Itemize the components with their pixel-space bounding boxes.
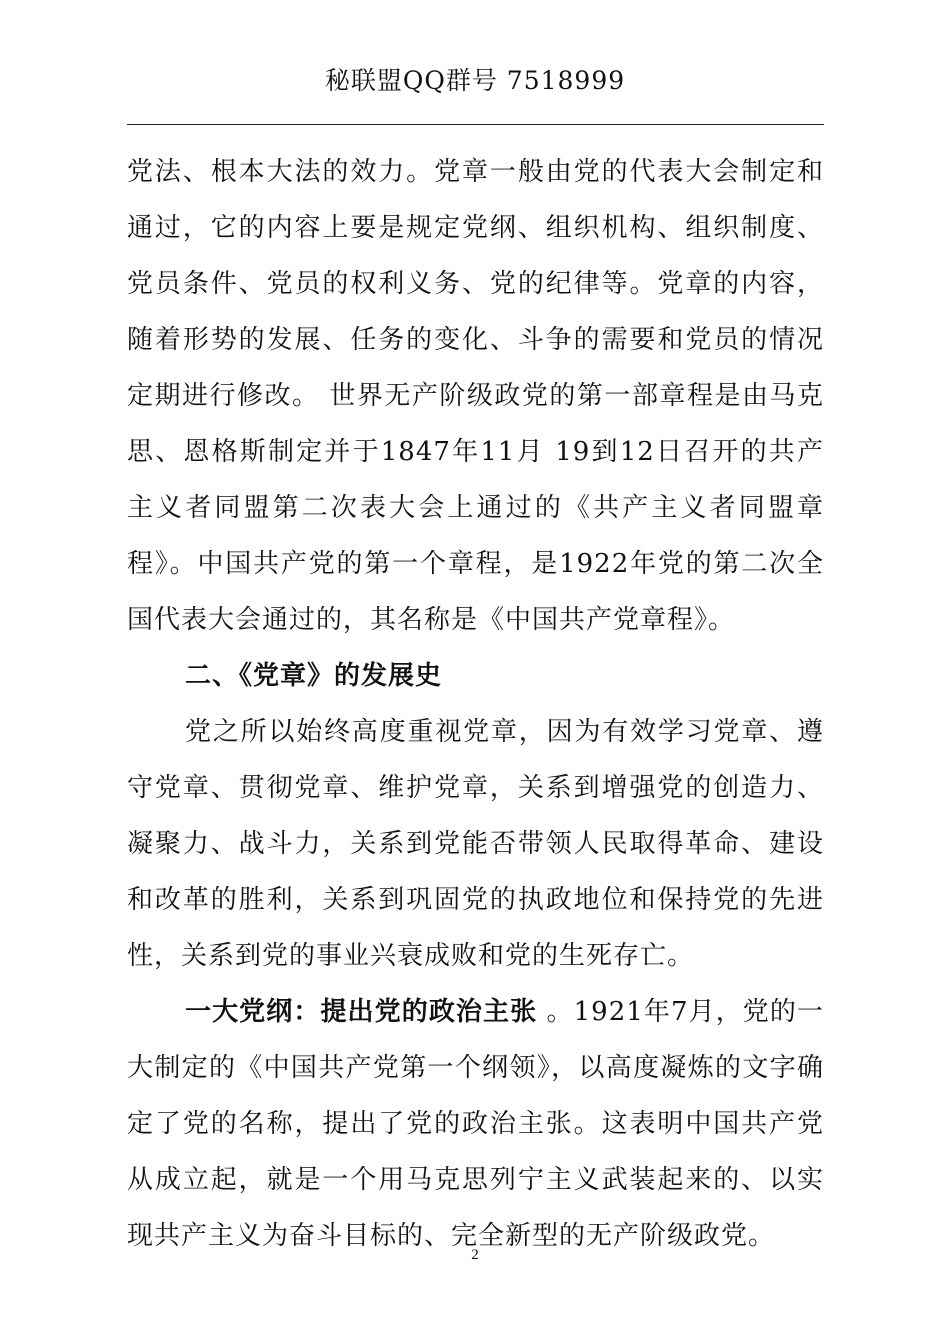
page-number: 2 (471, 1247, 479, 1263)
header-divider (127, 124, 824, 125)
paragraph-first-congress-text: 。1921年7月，党的一大制定的《中国共产党第一个纲领》，以高度凝炼的文字确定了党的名称，提出了党的政治主张。这表明中国共产党从成立起，就是一个用马克思列宁主义武装起来的、以实现共产主义为奋斗目标的、完全新型的无产阶级政党。 (127, 997, 824, 1251)
paragraph-party-constitution-intro: 党法、根本大法的效力。党章一般由党的代表大会制定和通过，它的内容上要是规定党纲、组织机构、组织制度、党员条件、党员的权利义务、党的纪律等。党章的内容，随着形势的发展、任务的变化、斗争的需要和党员的情况定期进行修改。 世界无产阶级政党的第一部章程是由马克思、恩格斯制定并于1847年11月 19到12日召开的共产主义者同盟第二次表大会上通过的《共产主义者同盟章程》。中国共产党的第一个章程，是1922年党的第二次全国代表大会通过的，其名称是《中国共产党章程》。 (127, 157, 824, 635)
document-body (127, 144, 824, 1264)
paragraph-first-congress (127, 984, 824, 1264)
paragraph-lead-title: 一大党纲：提出党的政治主张 (185, 997, 538, 1027)
paragraph-importance: 党之所以始终高度重视党章，因为有效学习党章、遵守党章、贯彻党章、维护党章，关系到增强党的创造力、凝聚力、战斗力，关系到党能否带领人民取得革命、建设和改革的胜利，关系到巩固党的执政地位和保持党的先进性，关系到党的事业兴衰成败和党的生死存亡。 (127, 717, 824, 971)
page-header: 秘联盟QQ群号 7518999 (324, 66, 626, 95)
section-heading: 二、《党章》的发展史 (185, 661, 443, 691)
